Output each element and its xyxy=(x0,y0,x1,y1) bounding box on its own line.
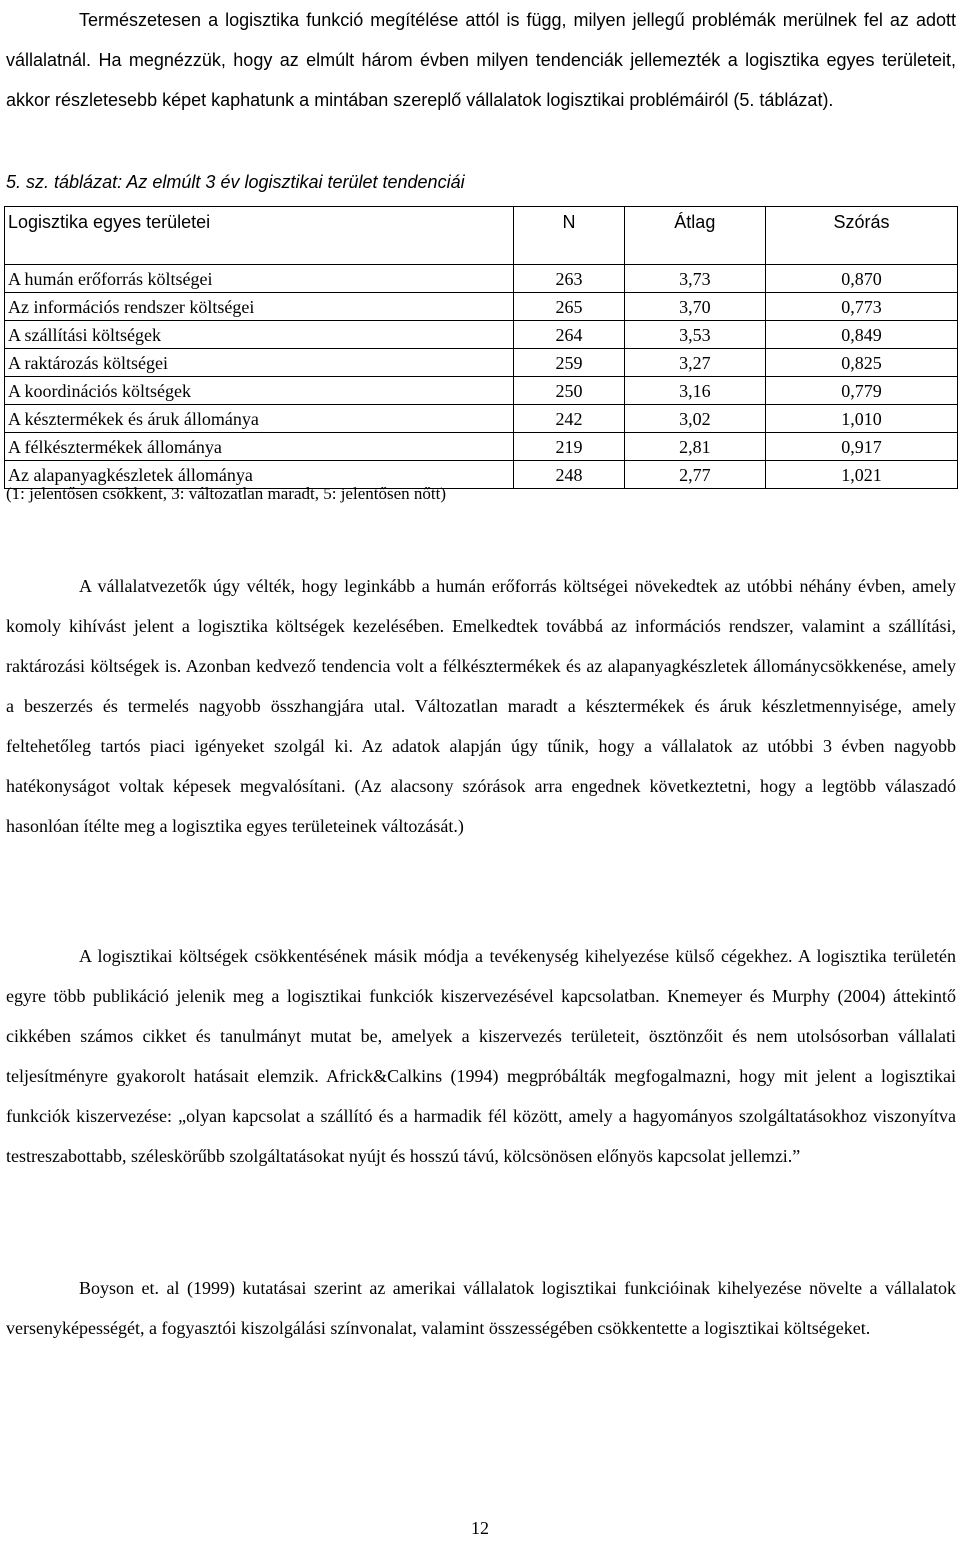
table-note: (1: jelentősen csökkent, 3: változatlan maradt, 5: jelentősen nőtt) xyxy=(6,484,446,503)
table-row xyxy=(5,433,958,461)
table-caption-number: 5. sz. xyxy=(6,172,50,192)
table-caption xyxy=(6,172,465,193)
table-cell: 242 xyxy=(514,405,624,433)
table-cell: A raktározás költségei xyxy=(5,349,514,377)
table-cell: 3,73 xyxy=(624,265,765,293)
table-row xyxy=(5,293,958,321)
table-cell: 3,27 xyxy=(624,349,765,377)
table-cell: 265 xyxy=(514,293,624,321)
table-cell: 3,02 xyxy=(624,405,765,433)
table-cell: 1,021 xyxy=(765,461,957,489)
table-cell: 219 xyxy=(514,433,624,461)
table-cell: A késztermékek és áruk állománya xyxy=(5,405,514,433)
table-cell: 1,010 xyxy=(765,405,957,433)
table-caption-title: táblázat: Az elmúlt 3 év logisztikai terület tendenciái xyxy=(54,172,465,192)
table-row xyxy=(5,405,958,433)
table-header-cell: Logisztika egyes területei xyxy=(5,207,514,265)
page-number: 12 xyxy=(471,1518,489,1538)
data-table xyxy=(4,206,958,489)
table-cell: 0,779 xyxy=(765,377,957,405)
table-row xyxy=(5,321,958,349)
table-header-cell: N xyxy=(514,207,624,265)
table-cell: 3,16 xyxy=(624,377,765,405)
table-cell: 0,917 xyxy=(765,433,957,461)
body-paragraph: A vállalatvezetők úgy vélték, hogy leginkább a humán erőforrás költségei növekedtek az utóbbi néhány évben, amely komoly kihívást jelent a logisztika költségek kezelésében. Emelkedtek továbbá az információs rendszer, valamint a szállítási, raktározási költségek is. Azonban kedvező tendencia volt a félkésztermékek és az alapanyagkészletek állománycsökkenése, amely a beszerzés és termelés nagyobb összhangjára utal. Változatlan maradt a késztermékek és áruk készletmennyisége, amely feltehetőleg tartós piaci igényeket szolgál ki. Az adatok alapján úgy tűnik, hogy a vállalatok az utóbbi 3 évben nagyobb hatékonyságot voltak képesek megvalósítani. (Az alacsony szórások arra engednek következtetni, hogy a legtöbb válaszadó hasonlóan ítélte meg a logisztika egyes területeinek változását.) xyxy=(6,576,956,836)
table-cell: 2,81 xyxy=(624,433,765,461)
table-header-row xyxy=(5,207,958,265)
table-header-cell: Szórás xyxy=(765,207,957,265)
table-row xyxy=(5,349,958,377)
table-cell: 263 xyxy=(514,265,624,293)
table-cell: A koordinációs költségek xyxy=(5,377,514,405)
table-cell: 0,825 xyxy=(765,349,957,377)
table-cell: 0,849 xyxy=(765,321,957,349)
table-row xyxy=(5,377,958,405)
intro-paragraph: Természetesen a logisztika funkció megítélése attól is függ, milyen jellegű problémák merülnek fel az adott vállalatnál. Ha megnézzük, hogy az elmúlt három évben milyen tendenciák jellemezték a logisztika egyes területeit, akkor részletesebb képet kaphatunk a mintában szereplő vállalatok logisztikai problémáiról (5. táblázat). xyxy=(6,10,956,110)
body-paragraph: Boyson et. al (1999) kutatásai szerint az amerikai vállalatok logisztikai funkcióinak kihelyezése növelte a vállalatok versenyképességét, a fogyasztói kiszolgálási színvonalat, valamint összességében csökkentette a logisztikai költségeket. xyxy=(6,1278,956,1338)
table-cell: 3,53 xyxy=(624,321,765,349)
table-cell: A humán erőforrás költségei xyxy=(5,265,514,293)
table-row xyxy=(5,265,958,293)
table-cell: 264 xyxy=(514,321,624,349)
body-paragraph: A logisztikai költségek csökkentésének másik módja a tevékenység kihelyezése külső cégekhez. A logisztika területén egyre több publikáció jelenik meg a logisztikai funkciók kiszervezésével kapcsolatban. Knemeyer és Murphy (2004) áttekintő cikkében számos cikket és tanulmányt mutat be, amelyek a kiszervezés területeit, ösztönzőit és nem utolsósorban vállalati teljesítményre gyakorolt hatásait elemzik. Africk&Calkins (1994) megpróbálták megfogalmazni, hogy mit jelent a logisztikai funkciók kiszervezése: „olyan kapcsolat a szállító és a harmadik fél között, amely a hagyományos szolgáltatásokhoz viszonyítva testreszabottabb, széleskörűbb szolgáltatásokat nyújt és hosszú távú, kölcsönösen előnyös kapcsolat jellemzi.” xyxy=(6,946,956,1166)
table-cell: 250 xyxy=(514,377,624,405)
table-cell: 248 xyxy=(514,461,624,489)
table-cell: 259 xyxy=(514,349,624,377)
table-cell: 2,77 xyxy=(624,461,765,489)
table-cell: Az alapanyagkészletek állománya xyxy=(5,461,514,489)
table-cell: A szállítási költségek xyxy=(5,321,514,349)
table-cell: 0,773 xyxy=(765,293,957,321)
table-cell: 3,70 xyxy=(624,293,765,321)
table-cell: A félkésztermékek állománya xyxy=(5,433,514,461)
table-cell: Az információs rendszer költségei xyxy=(5,293,514,321)
table-header-cell: Átlag xyxy=(624,207,765,265)
table-cell: 0,870 xyxy=(765,265,957,293)
